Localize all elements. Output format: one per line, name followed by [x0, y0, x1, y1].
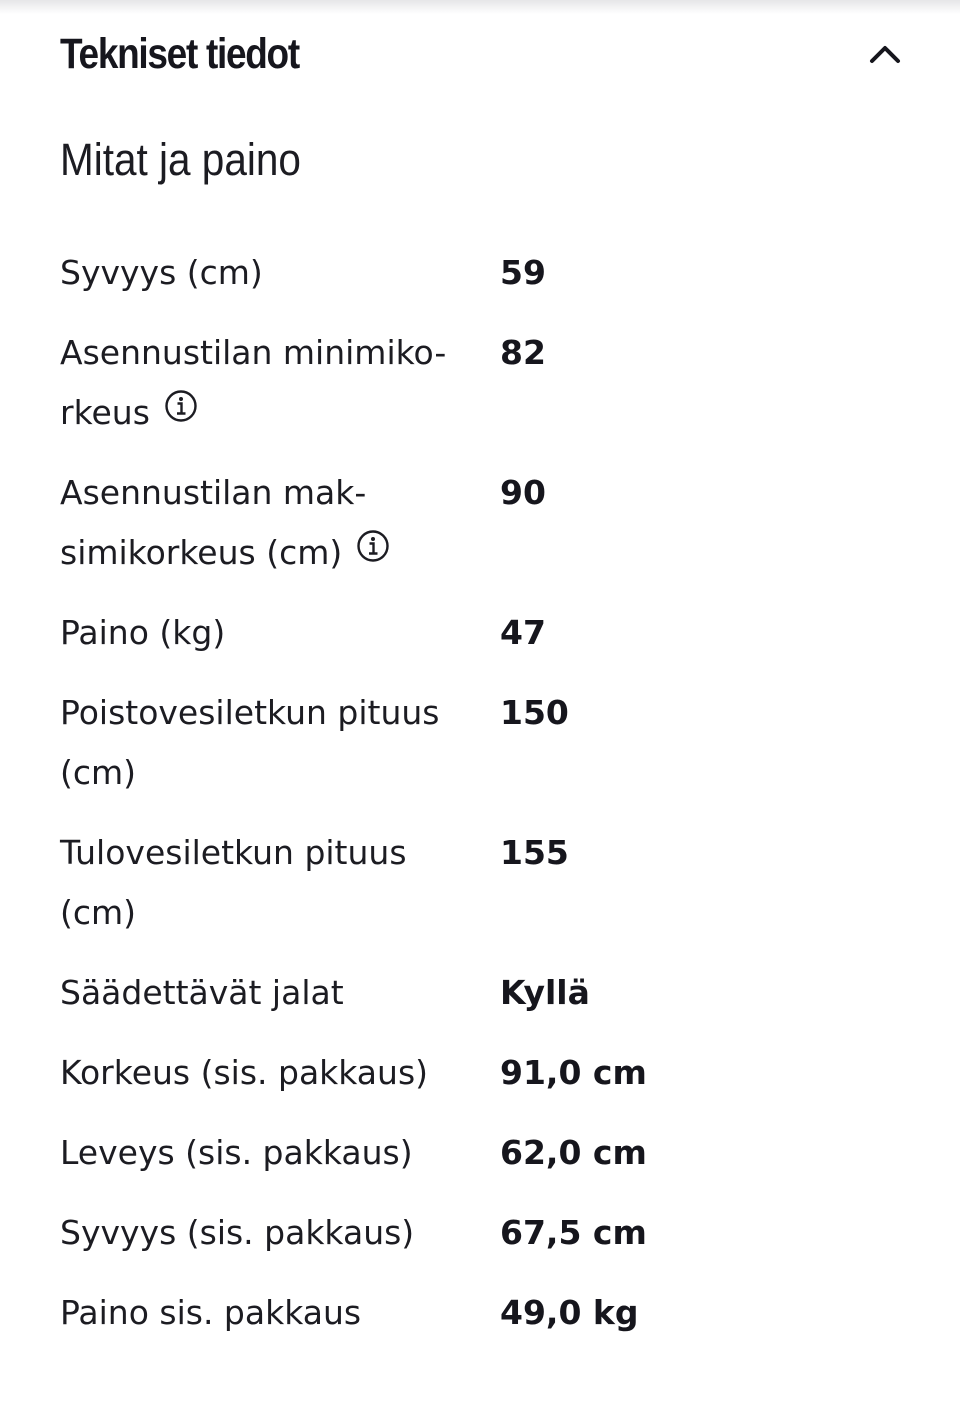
spec-label: Syvyys (sis. pakkaus) — [60, 1213, 415, 1252]
info-icon[interactable] — [164, 382, 198, 442]
chevron-up-icon[interactable] — [865, 34, 905, 74]
spec-row — [60, 323, 920, 443]
spec-value: 150 — [500, 693, 569, 732]
top-shadow — [0, 0, 960, 14]
spec-label: Säädettävät jalat — [60, 973, 344, 1012]
spec-value: 67,5 cm — [500, 1213, 647, 1252]
spec-row — [60, 823, 920, 943]
spec-label: Paino sis. pakkaus — [60, 1293, 362, 1332]
section-title: Tekniset tiedot — [60, 29, 299, 78]
spec-row — [60, 463, 920, 583]
spec-label: Paino (kg) — [60, 613, 226, 652]
spec-row — [60, 1283, 920, 1343]
spec-value: 82 — [500, 333, 546, 372]
spec-label: Leveys (sis. pakkaus) — [60, 1133, 413, 1172]
spec-label: Tulovesiletkun pituus (cm) — [60, 833, 407, 932]
spec-row — [60, 1203, 920, 1263]
spec-value: Kyllä — [500, 973, 590, 1012]
spec-row — [60, 963, 920, 1023]
spec-value: 49,0 kg — [500, 1293, 639, 1332]
spec-value: 47 — [500, 613, 546, 652]
spec-value: 155 — [500, 833, 569, 872]
spec-label: Poistovesiletkun pituus (cm) — [60, 693, 440, 792]
spec-row — [60, 683, 920, 803]
spec-label: Korkeus (sis. pakkaus) — [60, 1053, 429, 1092]
spec-value: 91,0 cm — [500, 1053, 647, 1092]
spec-row — [60, 1043, 920, 1103]
dimensions-weight-heading: Mitat ja paino — [60, 134, 301, 185]
info-icon[interactable] — [356, 522, 390, 582]
technical-specs-header[interactable] — [60, 24, 905, 84]
spec-value: 62,0 cm — [500, 1133, 647, 1172]
spec-label: Asennustilan mak- simikorkeus (cm) — [60, 463, 500, 583]
spec-row — [60, 1123, 920, 1183]
spec-row — [60, 603, 920, 663]
spec-table — [60, 243, 920, 1363]
spec-value: 59 — [500, 253, 546, 292]
spec-value: 90 — [500, 473, 546, 512]
spec-row — [60, 243, 920, 303]
spec-label: Asennustilan minimiko- rkeus — [60, 323, 500, 443]
spec-label: Syvyys (cm) — [60, 253, 263, 292]
